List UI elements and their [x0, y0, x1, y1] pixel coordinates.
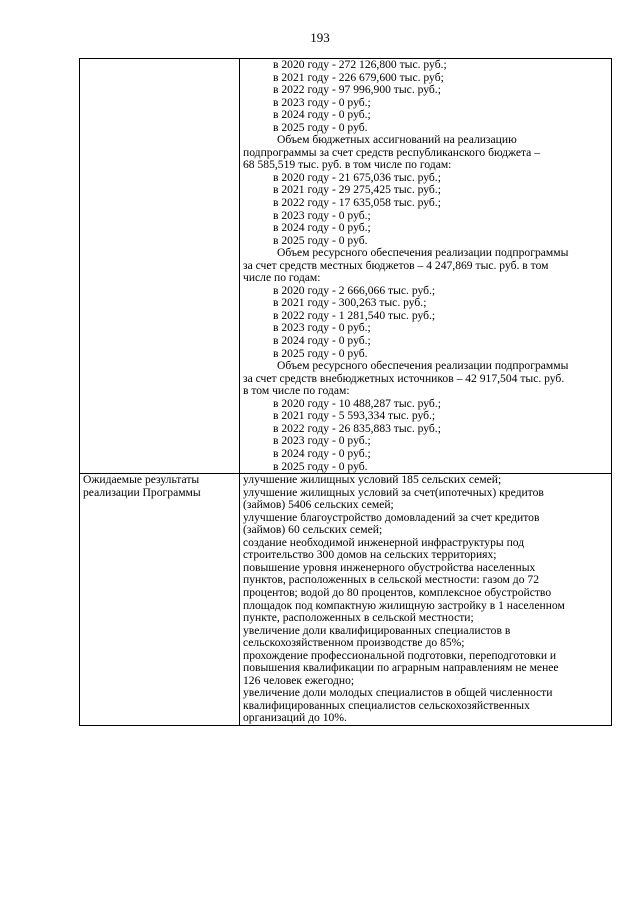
text-line: сельскохозяйственном производстве до 85%;	[243, 636, 465, 650]
text-line: организаций до 10%.	[243, 711, 347, 725]
text-line: за счет средств внебюджетных источников – 42 917,504 тыс. руб.	[243, 371, 565, 385]
text-line: повышение уровня инженерного обустройства населенных	[243, 560, 536, 574]
text-line: в 2022 году - 1 281,540 тыс. руб.;	[273, 308, 436, 322]
text-line: в 2024 году - 0 руб.;	[273, 221, 371, 235]
text-line: в 2023 году - 0 руб.;	[273, 208, 371, 222]
text-line: пунктов, расположенных в сельской местности: газом до 72	[243, 573, 539, 587]
text-line: в том числе по годам:	[243, 384, 350, 398]
text-line: площадок под компактную жилищную застройку в 1 населенном	[243, 598, 565, 612]
text-line: улучшение благоустройство домовладений за счет кредитов	[243, 510, 540, 524]
text-line: в 2020 году - 21 675,036 тыс. руб.;	[273, 170, 441, 184]
text-line: улучшение жилищных условий 185 сельских семей;	[243, 473, 502, 487]
text-line: в 2022 году - 26 835,883 тыс. руб.;	[273, 421, 441, 435]
text-line: в 2022 году - 97 996,900 тыс. руб.;	[273, 83, 441, 97]
text-line: подпрограммы за счет средств республиканского бюджета –	[243, 145, 541, 159]
row-label-cell	[80, 59, 240, 474]
text-line: строительство 300 домов на сельских территориях;	[243, 548, 497, 562]
text-line: в 2020 году - 2 666,066 тыс. руб.;	[273, 283, 436, 297]
text-line: числе по годам:	[243, 271, 321, 285]
text-line: создание необходимой инженерной инфраструктуры под	[243, 535, 525, 549]
text-line: 68 585,519 тыс. руб. в том числе по годам:	[243, 158, 452, 172]
text-line: в 2022 году - 17 635,058 тыс. руб.;	[273, 196, 441, 210]
text-line: квалифицированных специалистов сельскохозяйственных	[243, 698, 530, 712]
text-line: процентов; водой до 80 процентов, комплексное обустройство	[243, 585, 552, 599]
page-number: 193	[310, 30, 330, 45]
text-line: в 2021 году - 300,263 тыс. руб.;	[273, 296, 427, 310]
text-line: в 2025 году - 0 руб.	[273, 233, 368, 247]
program-passport-table	[79, 58, 612, 726]
text-line: в 2021 году - 5 593,334 тыс. руб.;	[273, 409, 436, 423]
text-line: в 2024 году - 0 руб.;	[273, 446, 371, 460]
text-line: повышения квалификации по аграрным направлениям не менее	[243, 661, 559, 675]
expected-results-label: Ожидаемые результаты реализации Программы	[80, 474, 240, 726]
text-line: в 2021 году - 29 275,425 тыс. руб.;	[273, 183, 441, 197]
funding-details-cell	[240, 59, 612, 474]
text-line: в 2024 году - 0 руб.;	[273, 108, 371, 122]
table-row-expected-results	[80, 474, 612, 726]
text-line: в 2020 году - 272 126,800 тыс. руб.;	[273, 58, 447, 71]
text-line: в 2023 году - 0 руб.;	[273, 95, 371, 109]
text-line: 126 человек ежегодно;	[243, 673, 355, 687]
text-line: в 2023 году - 0 руб.;	[273, 321, 371, 335]
text-line: в 2024 году - 0 руб.;	[273, 334, 371, 348]
text-line: в 2025 году - 0 руб.	[273, 120, 368, 134]
text-line: (займов) 5406 сельских семей;	[243, 498, 394, 512]
text-line: в 2020 году - 10 488,287 тыс. руб.;	[273, 396, 441, 410]
text-line: в 2021 году - 226 679,600 тыс. руб;	[273, 70, 444, 84]
text-line: за счет средств местных бюджетов – 4 247,869 тыс. руб. в том	[243, 258, 549, 272]
expected-results-cell	[240, 474, 612, 726]
text-line: прохождение профессиональной подготовки, переподготовки и	[243, 648, 557, 662]
text-line: Объем ресурсного обеспечения реализации подпрограммы	[277, 359, 569, 373]
text-line: в 2025 году - 0 руб.	[273, 346, 368, 360]
text-line: (займов) 60 сельских семей;	[243, 523, 383, 537]
text-line: улучшение жилищных условий за счет(ипотечных) кредитов	[243, 485, 544, 499]
table-row-funding	[80, 59, 612, 474]
text-line: в 2025 году - 0 руб.	[273, 459, 368, 473]
text-line: увеличение доли молодых специалистов в общей численности	[243, 686, 553, 700]
text-line: в 2023 году - 0 руб.;	[273, 434, 371, 448]
text-line: увеличение доли квалифицированных специалистов в	[243, 623, 511, 637]
text-line: пункте, расположенных в сельской местности;	[243, 611, 474, 625]
text-line: Объем бюджетных ассигнований на реализацию	[277, 133, 517, 147]
text-line: Объем ресурсного обеспечения реализации подпрограммы	[277, 246, 569, 260]
